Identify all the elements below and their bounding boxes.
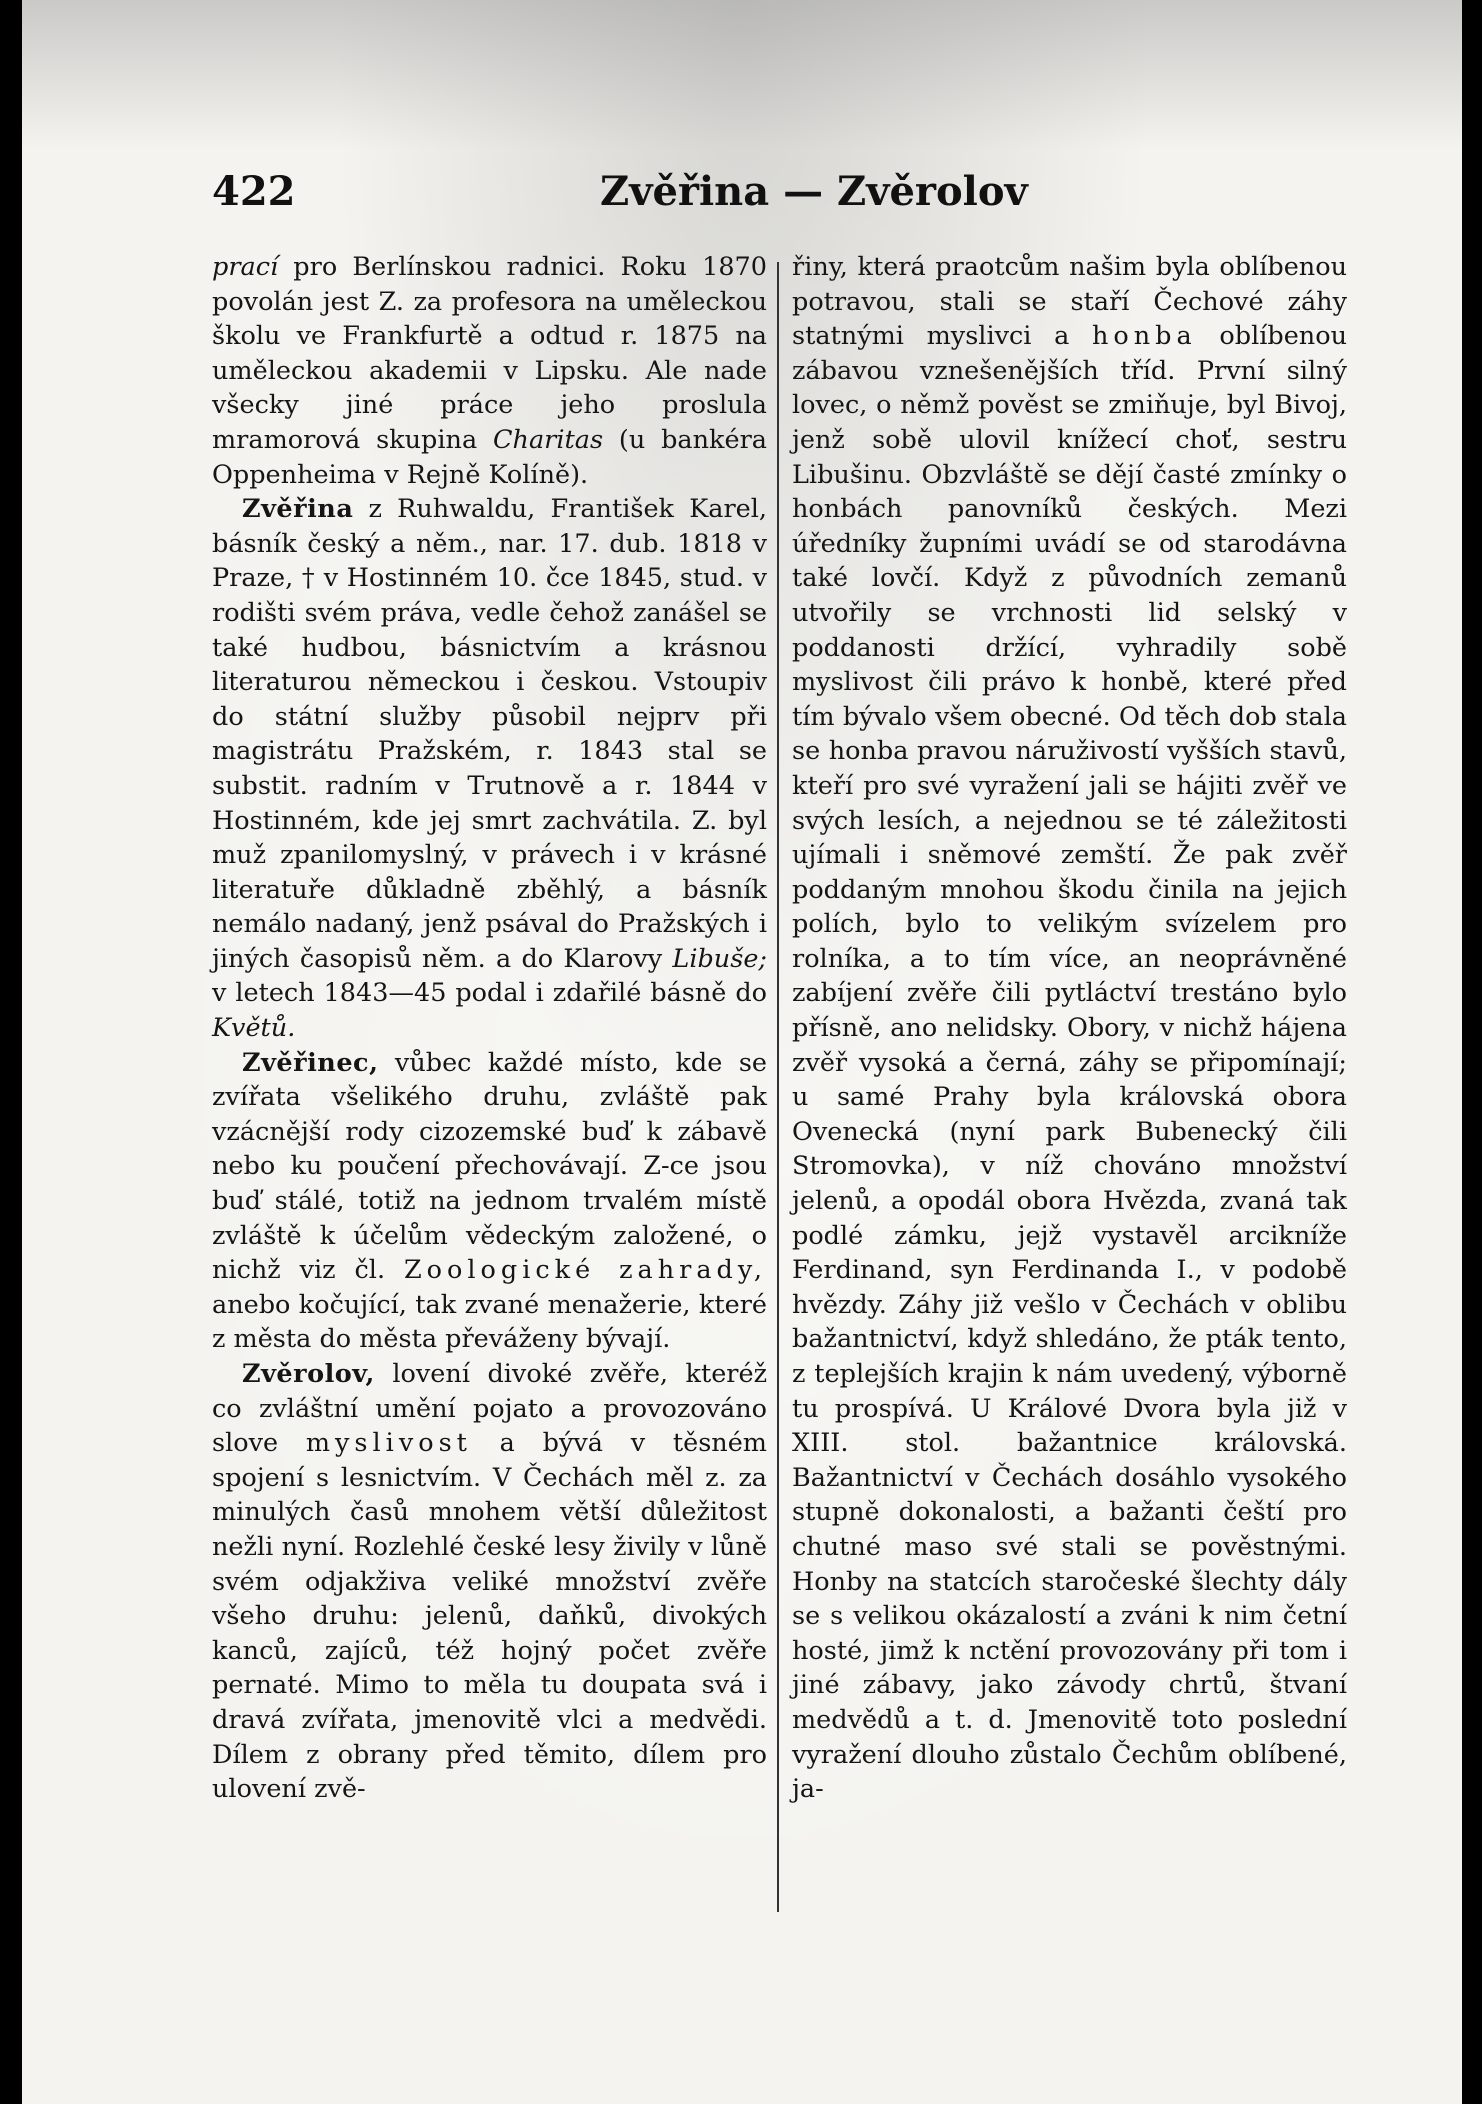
column-divider xyxy=(777,262,779,1912)
entry-zverinec: Zvěřinec, vůbec každé místo, kde se zvířata všelikého druhu, zvláště pak vzácnější rody cizozemské buď k zábavě nebo ku poučení přechovávají. Z-ce jsou buď stálé, totiž na jednom trvalém místě zvláště k účelům vědeckým založené, o nichž viz čl. Zoologické zahrady, anebo kočující, tak zvané menažerie, které z města do města převáženy bývají. xyxy=(212,1047,767,1355)
entry-zverolov: Zvěrolov, lovení divoké zvěře, kteréž co zvláštní umění pojato a provozováno slove myslivost a bývá v těsném spojení s lesnictvím. V Čechách měl z. za minulých časů mnohem větší důležitost nežli nyní. Rozlehlé české lesy živily v lůně svém odjakživa veliké množství zvěře všeho druhu: jelenů, daňků, divokých kanců, zajíců, též hojný počet zvěře pernaté. Mimo to měla tu doupata svá i dravá zvířata, jmenovitě vlci a medvědi. Dílem z obrany před těmito, dílem pro ulovení zvě- xyxy=(212,1359,767,1805)
right-column xyxy=(792,250,1347,1807)
page-number: 422 xyxy=(212,168,296,215)
entry-zverolov-continued: řiny, která praotcům našim byla oblíbenou potravou, stali se staří Čechové záhy statnými myslivci a honba oblíbenou zábavou vznešenějších tříd. První silný lovec, o němž pověst se zmiňuje, byl Bivoj, jenž sobě ulovil knížecí choť, sestru Libušinu. Obzvláště se dějí časté zmínky o honbách panovníků českých. Mezi úředníky župními uvádí se od starodávna také lovčí. Když z původních zemanů utvořily se vrchnosti lid selský v poddanosti držící, vyhradily sobě myslivost čili právo k honbě, které před tím bývalo všem obecné. Od těch dob stala se honba pravou náruživostí vyšších stavů, kteří pro své vyražení jali se hájiti zvěř ve svých lesích, a nejednou se té záležitosti ujímali i sněmové zemští. Že pak zvěř poddaným mnohou škodu činila na jejich polích, bylo to velikým svízelem pro rolníka, a to tím více, an neoprávněné zabíjení zvěře čili pytláctví trestáno bylo přísně, ano nelidsky. Obory, v nichž hájena zvěř vysoká a černá, záhy se připomínají; u samé Prahy byla královská obora Ovenecká (nyní park Bubenecký čili Stromovka), v níž chováno množství jelenů, a opodál obora Hvězda, zvaná tak podlé zámku, jejž vystavěl arcikníže Ferdinand, syn Ferdinanda I., v podobě hvězdy. Záhy již vešlo v Čechách v oblibu bažantnictví, když shledáno, že pták tento, z teplejších krajin k nám uvedený, výborně tu prospívá. U Králové Dvora byla již v XIII. stol. bažantnice královská. Bažantnictví v Čechách dosáhlo vysokého stupně dokonalosti, a bažanti čeští pro chutné maso své stali se pověstnými. Honby na statcích staročeské šlechty dály se s velikou okázalostí a zváni k nim četní hosté, jimž k nctění provozovány při tom i jiné zábavy, jako závody chrtů, štvaní medvědů a t. d. Jmenovitě toto poslední vyražení dlouho zůstalo Čechům oblíbené, ja- xyxy=(792,252,1347,1805)
entry-zverina: Zvěřina z Ruhwaldu, František Karel, básník český a něm., nar. 17. dub. 1818 v Praze, † v Hostinném 10. čce 1845, stud. v rodišti svém práva, vedle čehož zanášel se také hudbou, básnictvím a krásnou literaturou německou i českou. Vstoupiv do státní služby působil nejprv při magistrátu Pražském, r. 1843 stal se substit. radním v Trutnově a r. 1844 v Hostinném, kde jej smrt zachvátila. Z. byl muž zpanilomyslný, v právech i v krásné literatuře důkladně zběhlý, a básník nemálo nadaný, jenž psával do Pražských i jiných časopisů něm. a do Klarovy Libuše; v letech 1843—45 podal i zdařilé básně do Květů. xyxy=(212,494,767,1044)
scan-shadow xyxy=(22,0,1462,150)
entry-headword: Zvěřinec, xyxy=(242,1047,379,1078)
book-page xyxy=(22,0,1462,2104)
entry-continuation: prací pro Berlínskou radnici. Roku 1870 povolán jest Z. za profesora na uměleckou školu ve Frankfurtě a odtud r. 1875 na uměleckou akademii v Lipsku. Ale nade všecky jiné práce jeho proslula mramorová skupina Charitas (u bankéra Oppenheima v Rejně Kolíně). xyxy=(212,252,767,490)
entry-headword: Zvěrolov, xyxy=(242,1359,375,1389)
left-column xyxy=(212,250,767,1807)
entry-headword: Zvěřina xyxy=(242,494,354,525)
running-head: Zvěřina — Zvěrolov xyxy=(600,168,1028,215)
page-header xyxy=(212,168,1332,238)
